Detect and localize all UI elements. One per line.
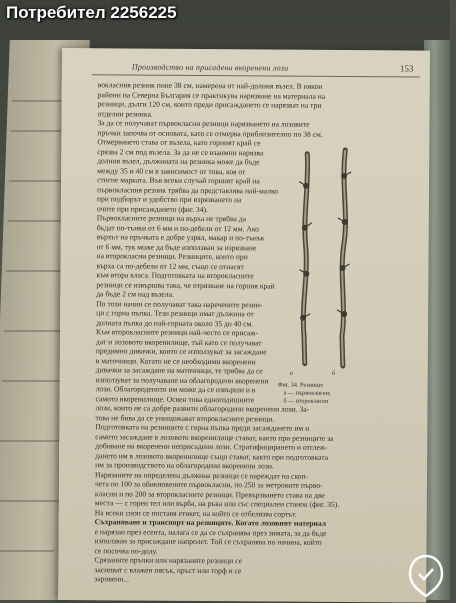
running-head: Производство на присадени вкоренени лози [131, 62, 289, 73]
text-line: към втора класа. Подготовката на второкласните [96, 270, 254, 281]
text-line: лози. Облагороденото им може да се извърши и в [95, 384, 256, 395]
text-line: очите при присаждането (фиг. 34). [96, 203, 208, 214]
header-rule [92, 74, 420, 77]
text-line: Към второкласните резници най-често се присаж- [95, 327, 259, 338]
text-line: резници, дълги 120 см, които преди присаждането се нарязват на три [97, 99, 322, 110]
text-line: места — с горен тел или върба, на ръка или със специален станок (фиг. 35). [94, 498, 340, 509]
seller-watermark: Потребител 2256225 [6, 3, 177, 22]
text-line: Нарязаните на определена дължина резници се нареждат на скоп- [94, 469, 309, 481]
text-line: да бъде 2 см над възела. [96, 289, 174, 299]
text-line: вокласния резник поне 38 см, намерена от най-долния възел. В някои [97, 80, 323, 91]
text-line: пръчки започва от основата, като се отмерва приблизително по 38 см. [97, 127, 323, 139]
text-line: е нарязан през есента, налага се да се съхранява през зимата, за да бъде [94, 526, 327, 538]
text-line: Подготовката на резниците с горна пъпка преди засаждането им и [95, 422, 310, 433]
page-number: 153 [399, 63, 414, 74]
text-line: дивачки за засаждане на маточници, те трябва да се [95, 365, 263, 376]
text-line: самото засаждане в лозовото вкоренилище стават, както при резниците за [95, 431, 334, 443]
text-line: стигне марката. Във всеки случай горният край на [97, 175, 260, 186]
figure-label-a: а [289, 369, 293, 377]
text-line: им за производството на облагородени вкоренени лози. [95, 460, 274, 471]
text-line: върха са по-дебели от 12 мм, също се отнасят [96, 260, 244, 271]
figure-caption-line: а — първокласен; [283, 389, 331, 397]
text-line: се посочва по-долу. [94, 545, 158, 556]
text-line: използуват за получаване на облагородени вкоренени [95, 374, 269, 385]
text-line: в маточници. Когато не се необходими вкоренени [95, 355, 256, 366]
bazar-logo [406, 554, 446, 598]
text-line: срязва 2 см под възела. За да не се взаимни нарязва [97, 146, 264, 157]
text-line: отделни резника. [97, 108, 153, 119]
text-line: Съхраняване и транспорт на резниците. Когато лозовият материал [94, 517, 327, 528]
text-line: дат и лозовото вкоренилище, тъй като се получават [95, 336, 262, 347]
text-line: добиване на вкоренени неприсадени лози. Стратифицирането и отглеж- [95, 441, 328, 452]
text-line: За да се получават първокласни резници нарязването на лозовите [97, 118, 310, 129]
figure-caption-line: Фиг. 34. Резници: [277, 381, 324, 389]
text-line: засипват с влажен пясък, пръст или торф и се [94, 564, 242, 575]
text-line: четa по 100 за обикновените първокласни, по 250 за метровите първо- [94, 479, 323, 490]
text-line: върхът на пръчката е добре узрял, макар и по-тънък [96, 232, 265, 243]
text-line: лози, които не са добре развити облагородени вкоренени лози. За- [95, 403, 310, 414]
text-line: резници се извършва така, че отрязване на горния край [96, 279, 275, 290]
text-line: на второкласни резници. Резниците, които при [96, 251, 248, 262]
figure-caption-line: б — второкласен [283, 397, 329, 405]
book-page [58, 48, 430, 603]
text-line: Първокласните резници на върха не трябва да [96, 213, 247, 224]
text-line: класни и по 200 за второкласните резници. Превързването става на две [94, 488, 325, 500]
text-line: между 35 и 40 см в зависимост от това, коя от [97, 165, 246, 176]
text-line: райони на Северна България се практикува нарязване на материала на [97, 89, 326, 101]
text-line: самото вкоренилище. Освен това едногодишните [95, 393, 255, 404]
text-line: дането им в лозовото вкоренилище също стават, както при подготовката [95, 450, 329, 462]
text-line: По този начин се получават така наречените резни- [96, 298, 263, 309]
text-line: На всеки сноп се поставя етикет, на който се отбелязва сортът. [94, 507, 297, 519]
text-line: Срязаните пръчки или нарязаните резници се [94, 555, 243, 566]
text-line: долната пъпка до най-горната около 35 до 40 см. [96, 317, 254, 328]
text-line: първокласния резник трябва да представлява най-малко [96, 184, 279, 196]
figure-34 [277, 146, 373, 409]
text-line: това не бива да се унищожават второкласните резници. [95, 412, 275, 423]
grapevine-cuttings-illustration [278, 146, 374, 377]
text-line: предимно дивачки, които се използуват за засаждане [95, 346, 267, 357]
text-line: ци с горна пъпка. Тези резници имат дължина от [96, 308, 254, 319]
text-line: от 6 мм, тук може да бъде използван за изрязване [96, 241, 257, 252]
text-line: Отмерването става от възела, като горният край се [97, 137, 261, 148]
text-line: заровени... [94, 574, 130, 584]
text-line: бъдат по-тънки от 6 мм и по-дебели от 12 мм. Ако [96, 222, 259, 233]
text-line: използван за присаждане напролет. Той се съхранява по начина, който [94, 536, 322, 547]
text-line: долния възел, дължината на резника може да бъде [97, 156, 260, 167]
figure-label-b: б [331, 369, 335, 377]
text-line: при подборът и удобство при изрязването на [96, 194, 242, 205]
